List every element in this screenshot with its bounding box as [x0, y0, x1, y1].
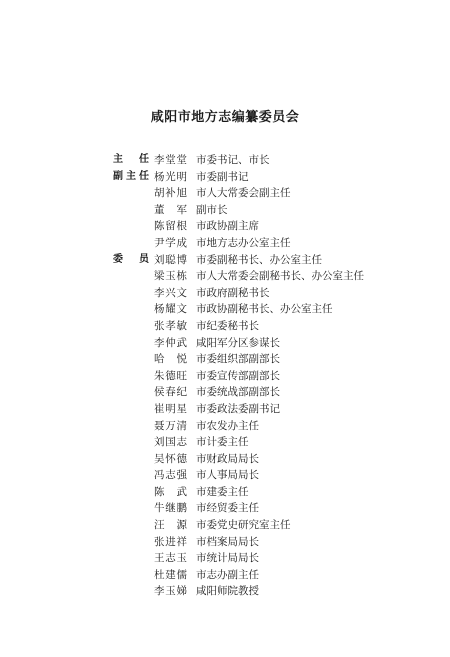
member-name: 哈 悦	[154, 353, 187, 366]
member-row	[0, 318, 450, 335]
member-name: 杜建儒	[154, 568, 187, 581]
member-role: 副主任	[113, 170, 149, 182]
member-name: 李堂堂	[154, 154, 187, 166]
member-position: 市志办副主任	[196, 568, 259, 581]
member-row	[0, 335, 450, 352]
member-name: 张孝敏	[154, 319, 187, 332]
member-position: 市委副书记	[196, 170, 249, 183]
member-name: 董 军	[154, 203, 187, 216]
member-row	[0, 451, 450, 468]
member-name: 崔明星	[154, 402, 187, 415]
member-row	[0, 500, 450, 517]
member-position: 市纪委秘书长	[196, 319, 259, 332]
member-row	[0, 550, 450, 567]
member-name: 侯春纪	[154, 386, 187, 399]
member-name: 杨耀文	[154, 303, 187, 316]
member-position: 市人事局局长	[196, 469, 259, 482]
member-position: 市委副秘书长、办公室主任	[196, 253, 322, 266]
member-name: 李仲武	[154, 336, 187, 349]
member-position: 市政协副秘书长、办公室主任	[196, 303, 333, 316]
member-position: 市经贸委主任	[196, 502, 259, 515]
member-name: 陈留根	[154, 220, 187, 233]
member-position: 市计委主任	[196, 436, 249, 449]
member-position: 副市长	[196, 203, 228, 216]
member-row	[0, 252, 450, 269]
member-position: 市档案局局长	[196, 535, 259, 548]
member-name: 冯志强	[154, 469, 187, 482]
committee-roster	[0, 152, 450, 600]
member-position: 咸阳师院教授	[196, 585, 259, 598]
member-position: 市建委主任	[196, 485, 249, 498]
member-position: 市政府副秘书长	[196, 286, 270, 299]
member-row	[0, 384, 450, 401]
member-row	[0, 534, 450, 551]
member-row	[0, 467, 450, 484]
member-name: 刘国志	[154, 436, 187, 449]
member-name: 王志玉	[154, 552, 187, 565]
member-row	[0, 434, 450, 451]
member-name: 李玉娣	[154, 585, 187, 598]
member-position: 市人大常委会副秘书长、办公室主任	[196, 270, 364, 283]
member-row	[0, 202, 450, 219]
member-role: 委 员	[113, 253, 149, 265]
member-name: 杨光明	[154, 170, 187, 183]
member-row	[0, 301, 450, 318]
member-position: 咸阳军分区参谋长	[196, 336, 280, 349]
member-row	[0, 268, 450, 285]
member-name: 张进祥	[154, 535, 187, 548]
member-row	[0, 401, 450, 418]
member-position: 市政协副主席	[196, 220, 259, 233]
member-row	[0, 185, 450, 202]
member-row	[0, 484, 450, 501]
member-row	[0, 567, 450, 584]
member-row	[0, 169, 450, 186]
member-name: 李兴文	[154, 286, 187, 299]
member-position: 市财政局局长	[196, 452, 259, 465]
member-name: 梁玉栋	[154, 270, 187, 283]
member-name: 朱德旺	[154, 369, 187, 382]
member-position: 市委党史研究室主任	[196, 519, 291, 532]
member-position: 市委书记、市长	[196, 154, 270, 166]
member-row	[0, 368, 450, 385]
member-position: 市委政法委副书记	[196, 402, 280, 415]
member-role: 主 任	[113, 154, 149, 165]
member-position: 市统计局局长	[196, 552, 259, 565]
member-row	[0, 517, 450, 534]
member-row	[0, 583, 450, 600]
member-row	[0, 418, 450, 435]
member-name: 吴怀德	[154, 452, 187, 465]
page-title: 咸阳市地方志编纂委员会	[150, 110, 300, 125]
member-position: 市委宣传部副部长	[196, 369, 280, 382]
member-name: 牛继鹏	[154, 502, 187, 515]
member-name: 尹学成	[154, 236, 187, 249]
member-name: 刘聪博	[154, 253, 187, 266]
member-row	[0, 235, 450, 252]
member-row	[0, 152, 450, 169]
member-position: 市农发办主任	[196, 419, 259, 432]
member-row	[0, 285, 450, 302]
member-row	[0, 351, 450, 368]
member-name: 汪 源	[154, 519, 187, 532]
member-position: 市地方志办公室主任	[196, 236, 291, 249]
member-position: 市委组织部副部长	[196, 353, 280, 366]
member-position: 市人大常委会副主任	[196, 187, 291, 200]
member-name: 胡补旭	[154, 187, 187, 200]
member-name: 陈 武	[154, 485, 187, 498]
member-name: 聂万清	[154, 419, 187, 432]
member-row	[0, 218, 450, 235]
member-position: 市委统战部副部长	[196, 386, 280, 399]
